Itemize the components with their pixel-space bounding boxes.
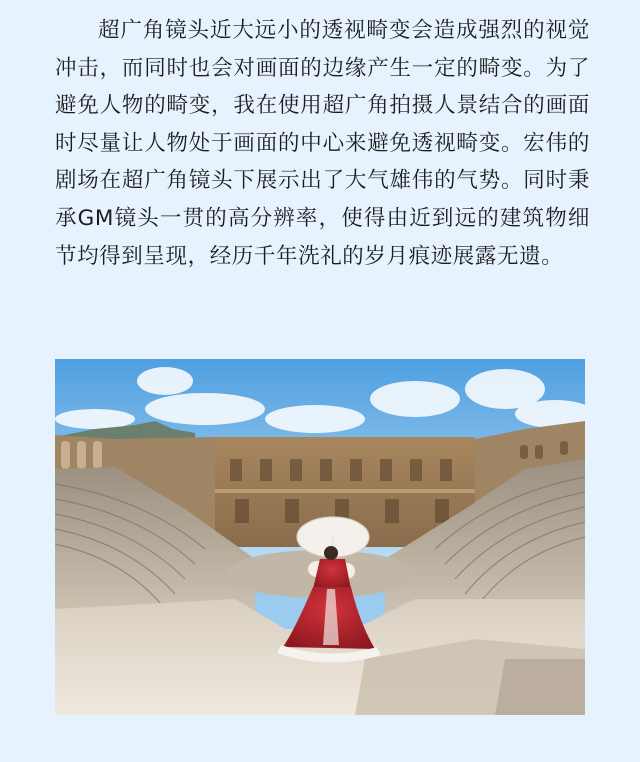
theater-photo: [55, 359, 585, 715]
body-paragraph: 超广角镜头近大远小的透视畸变会造成强烈的视觉冲击，而同时也会对画面的边缘产生一定的畸变。为了避免人物的畸变，我在使用超广角拍摄人景结合的画面时尽量让人物处于画面的中心来避免透视畸变。宏伟的剧场在超广角镜头下展示出了大气雄伟的气势。同时秉承GM镜头一贯的高分辨率，使得由近到远的建筑物细节均得到呈现，经历千年洗礼的岁月痕迹展露无遗。: [55, 18, 590, 269]
ancient-theater-illustration: [55, 359, 585, 715]
